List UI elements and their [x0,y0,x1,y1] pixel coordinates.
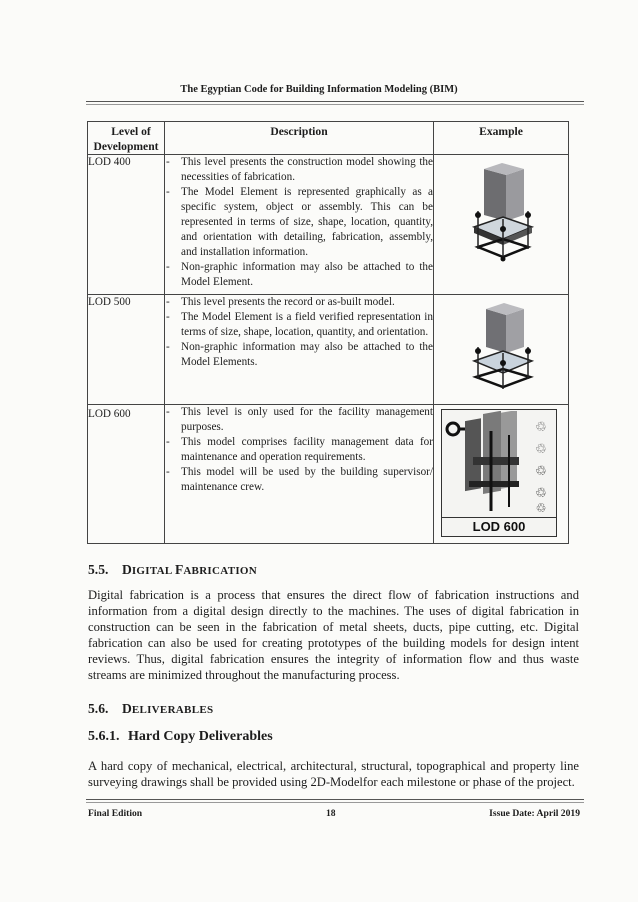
lod400-model-illustration [468,163,538,263]
lod-table [87,121,569,544]
header-rule [86,101,584,102]
level-cell: LOD 600 [88,405,165,544]
column-header-example: Example [434,122,569,155]
svg-text:♲: ♲ [535,501,547,515]
section-heading-5-6 [88,701,213,717]
svg-text:♲: ♲ [535,420,547,435]
example-cell [434,295,569,405]
footer-issue-date: Issue Date: April 2019 [489,808,580,819]
list-item: - This level is only used for the facility management purposes. [165,405,433,435]
list-item: - This level presents the construction model showing the necessities of fabrication. [165,155,433,185]
section-title: Hard Copy Deliverables [128,729,273,744]
table-row [88,155,569,295]
section-title-part: IGITAL [131,565,175,577]
column-header-level-line2: Development [93,140,159,153]
level-cell: LOD 400 [88,155,165,295]
section-heading-5-6-1 [88,729,273,745]
column-header-description: Description [165,122,434,155]
page-header-title: The Egyptian Code for Building Information Modeling (BIM) [180,84,458,95]
table-row [88,405,569,544]
section-title-part: ELIVERABLES [131,704,214,716]
svg-text:♲: ♲ [535,442,547,457]
svg-text:♲: ♲ [535,486,547,501]
list-item: - This model will be used by the building supervisor/ maintenance crew. [165,465,433,495]
section-title-part: ABRICATION [183,565,258,577]
list-item: - The Model Element is represented graphically as a specific system, object or assembly. This can be represented in terms of size, shape, location, quantity, and orientation with detailing, fabrication, assembly, and installation information. [165,185,433,260]
list-item: - This model comprises facility management data for maintenance and operation requirements. [165,435,433,465]
footer-edition: Final Edition [88,808,143,819]
description-cell [165,155,434,295]
list-item: - This level presents the record or as-built model. [165,295,433,310]
section-5-5-body: Digital fabrication is a process that ensures the direct flow of fabrication instructions and information from a digital design directly to the machines. The uses of digital fabrication in construction can be seen in the fabrication of metal sheets, ducts, pipe cutting, etc. Digital fabrication can also be used for creating prototypes of the building models for design intent reviews. Thus, digital fabrication ensures the integrity of information flow and thus waste streams are minimized throughout the manufacturing process. [88,588,579,682]
lod500-model-illustration [468,303,538,393]
section-heading-5-5 [88,562,257,578]
section-number: 5.6. [88,701,109,716]
header-rule-secondary [86,104,584,105]
list-item: - The Model Element is a field verified representation in terms of size, shape, location, quantity, and orientation. [165,310,433,340]
description-cell [165,405,434,544]
column-header-level [88,122,165,155]
list-item: - Non-graphic information may also be attached to the Model Elements. [165,340,433,370]
level-cell: LOD 500 [88,295,165,405]
footer-page-number: 18 [326,808,336,819]
description-cell [165,295,434,405]
section-title-initial: D [122,562,132,577]
lod600-model-illustration [443,411,555,515]
footer-rule-secondary [86,802,584,803]
section-number: 5.5. [88,562,109,577]
section-title-initial: F [175,562,184,577]
example-cell [434,155,569,295]
list-item: - Non-graphic information may also be attached to the Model Element. [165,260,433,290]
table-row [88,295,569,405]
svg-text:♲: ♲ [535,464,547,479]
footer-rule [86,799,584,800]
lod600-caption: LOD 600 [442,517,556,536]
section-number: 5.6.1. [88,729,120,744]
section-title-initial: D [122,701,132,716]
section-5-6-1-body: A hard copy of mechanical, electrical, architectural, structural, topographical and property line surveying drawings shall be provided using 2D-Modelfor each milestone or phase of the project. [88,759,579,789]
column-header-level-line1: Level of [111,125,151,138]
lod-table-header-row [88,122,569,155]
example-cell [434,405,569,544]
lod600-figure [441,409,557,537]
